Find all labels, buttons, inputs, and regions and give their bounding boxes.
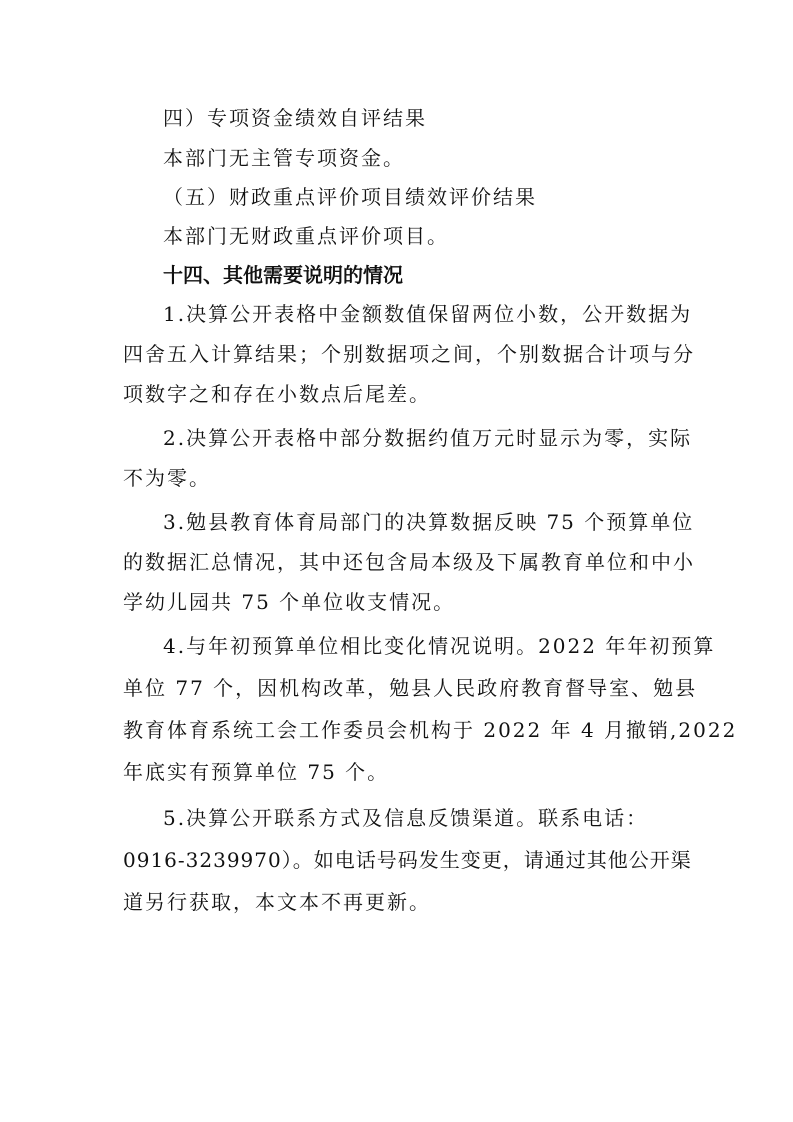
paragraph-line: 4.与年初预算单位相比变化情况说明。2022 年年初预算 — [163, 634, 716, 658]
section-4-body: 本部门无主管专项资金。 — [163, 146, 405, 170]
paragraph-line: 3.勉县教育体育局部门的决算数据反映 75 个预算单位 — [163, 510, 695, 534]
section-4-heading: 四）专项资金绩效自评结果 — [163, 106, 427, 130]
section-14-heading: 十四、其他需要说明的情况 — [163, 263, 403, 287]
paragraph-line: 道另行获取，本文本不再更新。 — [123, 890, 431, 914]
paragraph-line: 学幼儿园共 75 个单位收支情况。 — [123, 590, 456, 614]
paragraph-line: 0916-3239970）。如电话号码发生变更，请通过其他公开渠 — [123, 848, 692, 872]
paragraph-line: 5.决算公开联系方式及信息反馈渠道。联系电话： — [163, 806, 649, 830]
paragraph-line: 四舍五入计算结果；个别数据项之间，个别数据合计项与分 — [123, 342, 695, 366]
paragraph-line: 单位 77 个，因机构改革，勉县人民政府教育督导室、勉县 — [123, 676, 698, 700]
paragraph-line: 2.决算公开表格中部分数据约值万元时显示为零，实际 — [163, 426, 693, 450]
paragraph-line: 年底实有预算单位 75 个。 — [123, 760, 390, 784]
section-5-heading: （五）财政重点评价项目绩效评价结果 — [163, 185, 537, 209]
paragraph-line: 教育体育系统工会工作委员会机构于 2022 年 4 月撤销,2022 — [123, 718, 738, 742]
paragraph-line: 1.决算公开表格中金额数值保留两位小数，公开数据为 — [163, 302, 693, 326]
paragraph-line: 不为零。 — [123, 466, 211, 490]
paragraph-line: 项数字之和存在小数点后尾差。 — [123, 382, 431, 406]
section-5-body: 本部门无财政重点评价项目。 — [163, 224, 449, 248]
paragraph-line: 的数据汇总情况，其中还包含局本级及下属教育单位和中小 — [123, 550, 695, 574]
